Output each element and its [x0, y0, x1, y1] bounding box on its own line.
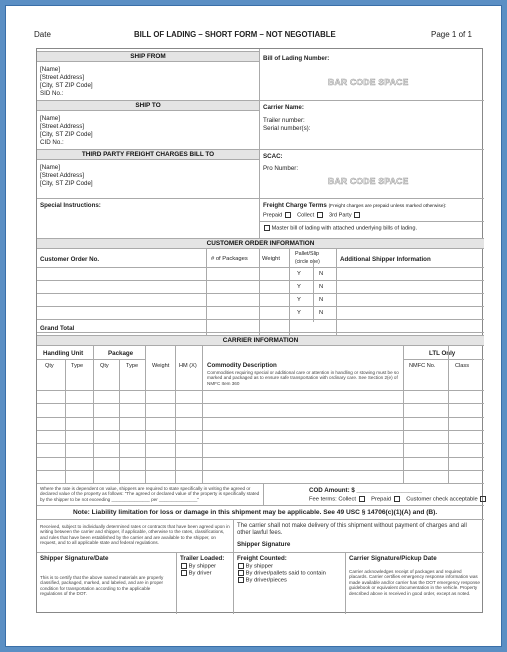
trailer-loaded-shipper[interactable]: By shipper	[180, 563, 216, 570]
bol-number-label[interactable]: Bill of Lading Number:	[263, 55, 330, 62]
col-weight-carrier: Weight	[152, 363, 170, 369]
carrier-grid-row-line	[37, 390, 484, 391]
col-commodity-description: Commodity Description	[207, 362, 277, 369]
col-num-packages: # of Packages	[211, 256, 248, 262]
fee-collect-checkbox[interactable]	[359, 496, 365, 502]
liability-note: Note: Liability limitation for loss or damage in this shipment may be applicable. See 49 USC § 14706(c)(1)(A) and (B).	[73, 509, 438, 516]
prepaid-option[interactable]: Prepaid	[263, 212, 283, 219]
ltl-only-label: LTL Only	[429, 350, 456, 357]
carrier-grid-column-line	[403, 346, 404, 483]
pallet-n-option[interactable]: N	[319, 310, 324, 316]
freight-counted-pallets[interactable]: By driver/pallets said to contain	[237, 570, 326, 577]
cod-fee-terms	[309, 496, 486, 503]
carrier-grid-row-line	[37, 417, 484, 418]
trailer-shipper-checkbox[interactable]	[181, 563, 187, 569]
ship-from-name[interactable]: [Name]	[40, 66, 60, 73]
col-pkg-qty: Qty	[100, 363, 109, 369]
col-weight: Weight	[262, 256, 280, 262]
order-grid-row-line	[37, 293, 484, 294]
trailer-loaded-title: Trailer Loaded:	[180, 555, 225, 562]
ship-to-header: SHIP TO	[37, 100, 259, 111]
collect-checkbox[interactable]	[317, 212, 323, 218]
fee-prepaid-option[interactable]: Prepaid	[371, 496, 392, 503]
third-party-name[interactable]: [Name]	[40, 164, 60, 171]
prepaid-checkbox[interactable]	[285, 212, 291, 218]
pallet-n-option[interactable]: N	[319, 271, 324, 277]
trailer-number-label[interactable]: Trailer number:	[263, 117, 305, 124]
special-instructions-label[interactable]: Special Instructions:	[40, 202, 101, 209]
carrier-name-label[interactable]: Carrier Name:	[263, 104, 304, 111]
declared-value-note: Where the rate is dependent on value, shippers are required to state specifically in writing the agreed or declared value of the property as follows: "The agreed or declared value of the property is specifically stated by the shipper to be not exceeding _______________ per _______________"	[40, 486, 260, 502]
ship-to-street[interactable]: [Street Address]	[40, 123, 85, 130]
barcode-space-1: BAR CODE SPACE	[328, 77, 409, 87]
col-hm: HM (X)	[179, 363, 197, 369]
col-class: Class	[455, 363, 469, 369]
carrier-grid-column-line	[119, 359, 120, 483]
document-title: BILL OF LADING – SHORT FORM – NOT NEGOTIABLE	[134, 30, 336, 39]
freight-counted-pieces[interactable]: By driver/pieces	[237, 577, 287, 584]
third-party-street[interactable]: [Street Address]	[40, 172, 85, 179]
date-label: Date	[34, 30, 51, 39]
order-grid-column-line	[206, 249, 207, 335]
pallet-y-option[interactable]: Y	[297, 297, 301, 303]
pallet-y-option[interactable]: Y	[297, 310, 301, 316]
pallet-n-option[interactable]: N	[319, 284, 324, 290]
ship-from-header: SHIP FROM	[37, 51, 259, 62]
pro-number-label[interactable]: Pro Number:	[263, 165, 299, 172]
pallet-n-option[interactable]: N	[319, 297, 324, 303]
grand-total-label: Grand Total	[40, 325, 75, 332]
third-party-option[interactable]: 3rd Party	[328, 212, 352, 219]
ship-from-city[interactable]: [City, ST ZIP Code]	[40, 82, 93, 89]
scac-label[interactable]: SCAC:	[263, 153, 283, 160]
master-bol-option[interactable]: Master bill of lading with attached underlying bills of lading.	[263, 225, 417, 231]
received-note: Received, subject to individually determined rates or contracts that have been agreed upon in writing between the carrier and shipper, if applicable, otherwise to the rates, classifications, and rules that have been established by the carrier and are available to the shipper, on request, and to all applicable state and federal regulations.	[40, 524, 230, 546]
order-grid-row-line	[37, 319, 484, 320]
order-grid-row-line	[37, 332, 484, 333]
third-party-city[interactable]: [City, ST ZIP Code]	[40, 180, 93, 187]
order-grid-column-line	[289, 249, 290, 335]
ship-from-street[interactable]: [Street Address]	[40, 74, 85, 81]
carrier-grid-subheader-line	[37, 359, 145, 360]
package-label: Package	[108, 350, 134, 357]
freight-terms-options	[263, 212, 360, 218]
master-bol-checkbox[interactable]	[264, 225, 270, 231]
shipper-certification-text: This is to certify that the above named materials are properly classified, packaged, marked, and labeled, and are in proper condition for transportation according to the applicable regulations of the DOT.	[40, 575, 164, 597]
ship-to-cid[interactable]: CID No.:	[40, 139, 64, 146]
freight-counted-title: Freight Counted:	[237, 555, 287, 562]
carrier-grid-row-line	[37, 457, 484, 458]
document-page	[5, 5, 502, 647]
counted-shipper-checkbox[interactable]	[238, 563, 244, 569]
order-grid-row-line	[37, 267, 484, 268]
third-party-checkbox[interactable]	[354, 212, 360, 218]
carrier-grid-column-line	[145, 346, 146, 483]
carrier-grid-row-line	[37, 403, 484, 404]
customer-check-option[interactable]: Customer check acceptable	[406, 496, 478, 503]
carrier-grid-column-line	[93, 346, 94, 483]
carrier-no-delivery-note: The carrier shall not make delivery of this shipment without payment of charges and all other lawful fees.	[237, 523, 467, 537]
fee-collect-option[interactable]: Fee terms: Collect	[309, 496, 357, 503]
page-number: Page 1 of 1	[431, 30, 472, 39]
carrier-info-header: CARRIER INFORMATION	[37, 335, 484, 346]
customer-order-header: CUSTOMER ORDER INFORMATION	[37, 238, 484, 249]
shipper-signature-label[interactable]: Shipper Signature	[237, 541, 291, 548]
freight-counted-shipper[interactable]: By shipper	[237, 563, 273, 570]
carrier-sig-title[interactable]: Carrier Signature/Pickup Date	[349, 555, 437, 562]
col-pallet-circle: (circle one)	[295, 259, 320, 265]
col-pallet-slip: Pallet/Slip	[295, 251, 319, 257]
ship-to-city[interactable]: [City, ST ZIP Code]	[40, 131, 93, 138]
collect-option[interactable]: Collect	[297, 212, 315, 219]
col-hu-type: Type	[71, 363, 84, 369]
order-grid-column-line	[336, 249, 337, 335]
counted-pallets-checkbox[interactable]	[238, 570, 244, 576]
third-party-header: THIRD PARTY FREIGHT CHARGES BILL TO	[37, 149, 259, 160]
order-grid-column-line	[259, 249, 260, 335]
carrier-grid-row-line	[37, 470, 484, 471]
counted-pieces-checkbox[interactable]	[238, 577, 244, 583]
carrier-grid-column-line	[202, 346, 203, 483]
pallet-y-option[interactable]: Y	[297, 284, 301, 290]
col-nmfc-no: NMFC No.	[409, 363, 436, 369]
pallet-y-option[interactable]: Y	[297, 271, 301, 277]
order-grid-row-line	[37, 280, 484, 281]
carrier-grid-column-line	[448, 346, 449, 483]
customer-check-checkbox[interactable]	[480, 496, 486, 502]
carrier-grid-column-line	[175, 346, 176, 483]
carrier-grid-subheader-line	[403, 359, 484, 360]
serial-number-label[interactable]: Serial number(s):	[263, 125, 311, 132]
barcode-space-2: BAR CODE SPACE	[328, 176, 409, 186]
col-customer-order-no: Customer Order No.	[40, 256, 100, 263]
col-pkg-type: Type	[126, 363, 139, 369]
carrier-grid-row-line	[37, 430, 484, 431]
carrier-grid-column-line	[65, 359, 66, 483]
ship-from-sid[interactable]: SID No.:	[40, 90, 64, 97]
commodity-note: Commodities requiring special or additional care or attention in handling or stowing must be so marked and packaged as to ensure safe transportation with ordinary care. See Section 2(e) of NMFC Item 360	[207, 370, 399, 386]
cod-amount-label[interactable]: COD Amount: $ ___________________	[309, 487, 422, 494]
ship-to-name[interactable]: [Name]	[40, 115, 60, 122]
carrier-ack-text: Carrier acknowledges receipt of packages and required placards. Carrier certifies emergency response information was made available and/or carrier has the DOT emergency response guidebook or equivalent documentation in the vehicle. Property described above is received in good order, except as noted.	[349, 569, 480, 596]
col-additional-info: Additional Shipper Information	[340, 256, 431, 263]
bill-of-lading-form	[36, 48, 483, 613]
shipper-sig-date-title[interactable]: Shipper Signature/Date	[40, 555, 109, 562]
order-grid-yn-divider	[313, 259, 314, 322]
fee-prepaid-checkbox[interactable]	[394, 496, 400, 502]
handling-unit-label: Handling Unit	[43, 350, 84, 357]
trailer-driver-checkbox[interactable]	[181, 570, 187, 576]
carrier-grid-row-line	[37, 443, 484, 444]
col-hu-qty: Qty	[45, 363, 54, 369]
order-grid-row-line	[37, 306, 484, 307]
freight-terms-label: Freight Charge Terms (Freight charges are prepaid unless marked otherwise):	[263, 202, 447, 209]
trailer-loaded-driver[interactable]: By driver	[180, 570, 212, 577]
